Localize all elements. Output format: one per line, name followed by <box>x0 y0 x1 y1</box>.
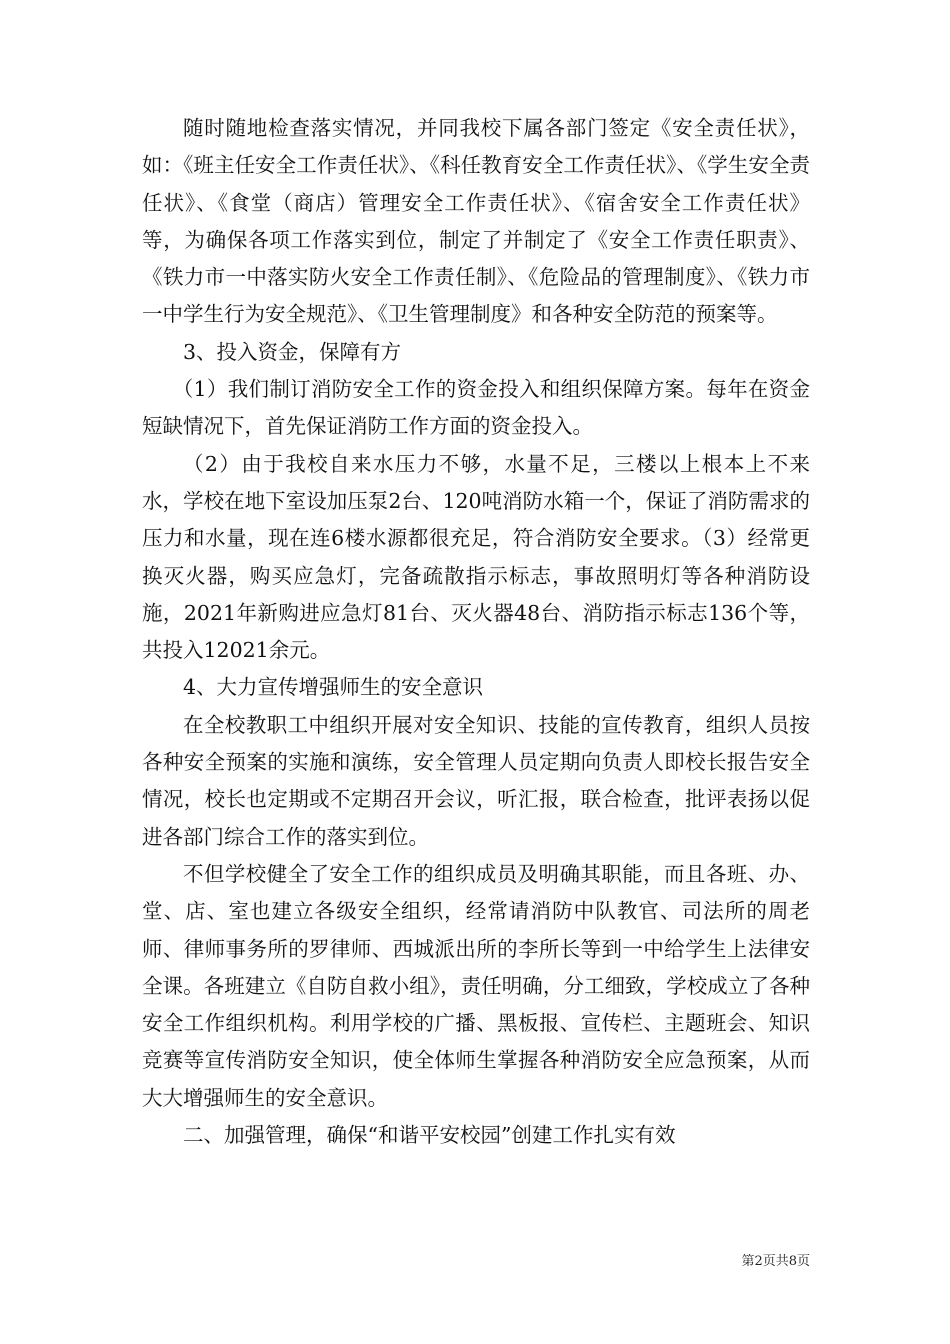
paragraph-safety-organizations: 不但学校健全了安全工作的组织成员及明确其职能，而且各班、办、堂、店、室也建立各级安全组织，经常请消防中队教官、司法所的周老师、律师事务所的罗律师、西城派出所的李所长等到一中给学生上法律安全课。各班建立《自防自救小组》，责任明确，分工细致，学校成立了各种安全工作组织机构。利用学校的广播、黑板报、宣传栏、主题班会、知识竞赛等宣传消防安全知识，使全体师生掌握各种消防安全应急预案，从而大大增强师生的安全意识。 <box>142 861 810 1110</box>
heading-strengthen-management: 二、加强管理，确保“和谐平安校园”创建工作扎实有效 <box>183 1123 676 1148</box>
paragraph-responsibility-letters: 随时随地检查落实情况，并同我校下属各部门签定《安全责任状》，如：《班主任安全工作责任状》、《科任教育安全工作责任状》、《学生安全责任状》、《食堂（商店）管理安全工作责任状》、《宿舍安全工作责任状》等，为确保各项工作落实到位，制定了并制定了《安全工作责任职责》、《铁力市一中落实防火安全工作责任制》、《危险品的管理制度》、《铁力市一中学生行为安全规范》、《卫生管理制度》和各种安全防范的预案等。 <box>142 116 810 327</box>
paragraph-water-pressure: （2）由于我校自来水压力不够，水量不足，三楼以上根本上不来水，学校在地下室设加压泵2台、120吨消防水箱一个，保证了消防需求的压力和水量，现在连6楼水源都很充足，符合消防安全要求。（3）经常更换灭火器，购买应急灯，完备疏散指示标志，事故照明灯等各种消防设施，2021年新购进应急灯81台、灭火器48台、消防指示标志136个等，共投入12021余元。 <box>142 451 810 663</box>
paragraph-funding-plan: （1）我们制订消防安全工作的资金投入和组织保障方案。每年在资金短缺情况下，首先保证消防工作方面的资金投入。 <box>142 377 810 439</box>
heading-funding: 3、投入资金，保障有方 <box>183 339 402 364</box>
heading-safety-awareness: 4、大力宣传增强师生的安全意识 <box>183 675 484 700</box>
page-number: 第2页共8页 <box>741 1254 810 1269</box>
document-body <box>142 110 810 1154</box>
paragraph-staff-training: 在全校教职工中组织开展对安全知识、技能的宣传教育，组织人员按各种安全预案的实施和演练，安全管理人员定期向负责人即校长报告安全情况，校长也定期或不定期召开会议，听汇报，联合检查，批评表扬以促进各部门综合工作的落实到位。 <box>142 712 810 849</box>
